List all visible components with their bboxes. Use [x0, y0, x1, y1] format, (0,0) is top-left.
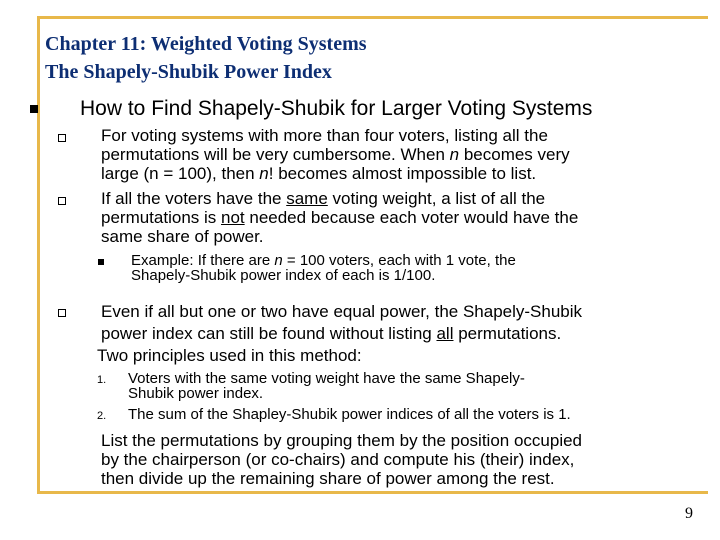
- example-bullet: [131, 253, 516, 283]
- square-bullet-icon: [30, 105, 38, 113]
- bullet-voting-systems: [101, 126, 570, 183]
- text-span: voting weight, a list of all the: [327, 189, 546, 208]
- example-line2: Shapely-Shubik power index of each is 1/100.: [131, 267, 436, 284]
- text-span: large (n = 100), then: [101, 164, 260, 183]
- bullet2-line3: same share of power.: [101, 227, 264, 246]
- principle-number: 1.: [97, 374, 107, 386]
- closing-line3: then divide up the remaining share of power among the rest.: [101, 469, 555, 488]
- text-span: ! becomes almost impossible to list.: [268, 164, 537, 183]
- bullet2-line1: [101, 189, 578, 208]
- text-span: becomes very: [459, 145, 570, 164]
- text-span: needed because each voter would have the: [244, 208, 579, 227]
- text-span: permutations.: [453, 324, 562, 343]
- principle-1: [128, 371, 525, 401]
- square-bullet-icon: [98, 259, 104, 265]
- main-heading: How to Find Shapely-Shubik for Larger Voting Systems: [80, 97, 593, 120]
- italic-n: n: [274, 252, 283, 269]
- text-span: If all the voters have the: [101, 189, 287, 208]
- text-span: permutations will be very cumbersome. When: [101, 145, 450, 164]
- italic-n: n: [259, 164, 269, 183]
- bullet1-line3: [101, 164, 570, 183]
- underlined-not: not: [221, 208, 245, 227]
- text-span: power index can still be found without listing: [101, 324, 437, 343]
- principle1-line1: Voters with the same voting weight have the same Shapely-: [128, 370, 525, 387]
- closing-line1: List the permutations by grouping them by the position occupied: [101, 431, 583, 450]
- bullet-same-weight: [101, 189, 578, 246]
- hollow-square-bullet-icon: [58, 309, 66, 317]
- bullet3-line3: Two principles used in this method:: [97, 346, 362, 365]
- text-span: Example: If there are: [131, 252, 275, 269]
- principle1-line2: Shubik power index.: [128, 385, 264, 402]
- hollow-square-bullet-icon: [58, 134, 66, 142]
- closing-line2: by the chairperson (or co-chairs) and compute his (their) index,: [101, 450, 575, 469]
- italic-n: n: [449, 145, 460, 164]
- frame-left-rule: [37, 16, 40, 494]
- hollow-square-bullet-icon: [58, 197, 66, 205]
- bullet-equal-power: [97, 301, 582, 367]
- bullet3-line1: Even if all but one or two have equal power, the Shapely-Shubik: [101, 302, 583, 321]
- bullet1-line1: For voting systems with more than four voters, listing all the: [101, 126, 548, 145]
- frame-bottom-rule: [37, 491, 708, 494]
- text-span: = 100 voters, each with 1 vote, the: [282, 252, 516, 269]
- title-line-1: Chapter 11: Weighted Voting Systems: [45, 33, 367, 55]
- page-number: 9: [685, 505, 693, 522]
- bullet1-line2: [101, 145, 570, 164]
- closing-paragraph: [101, 431, 582, 488]
- underlined-same: same: [286, 189, 328, 208]
- frame-top-rule: [37, 16, 708, 19]
- slide-title: [45, 30, 367, 86]
- text-span: permutations is: [101, 208, 221, 227]
- bullet2-line2: [101, 208, 578, 227]
- principle2-line1: The sum of the Shapley-Shubik power indices of all the voters is 1.: [128, 406, 571, 423]
- bullet3-line2: [97, 323, 582, 345]
- principle-number: 2.: [97, 410, 107, 422]
- underlined-all: all: [436, 324, 454, 343]
- principle-2: [128, 407, 571, 422]
- example-line1: [131, 253, 516, 268]
- title-line-2: The Shapely-Shubik Power Index: [45, 61, 332, 83]
